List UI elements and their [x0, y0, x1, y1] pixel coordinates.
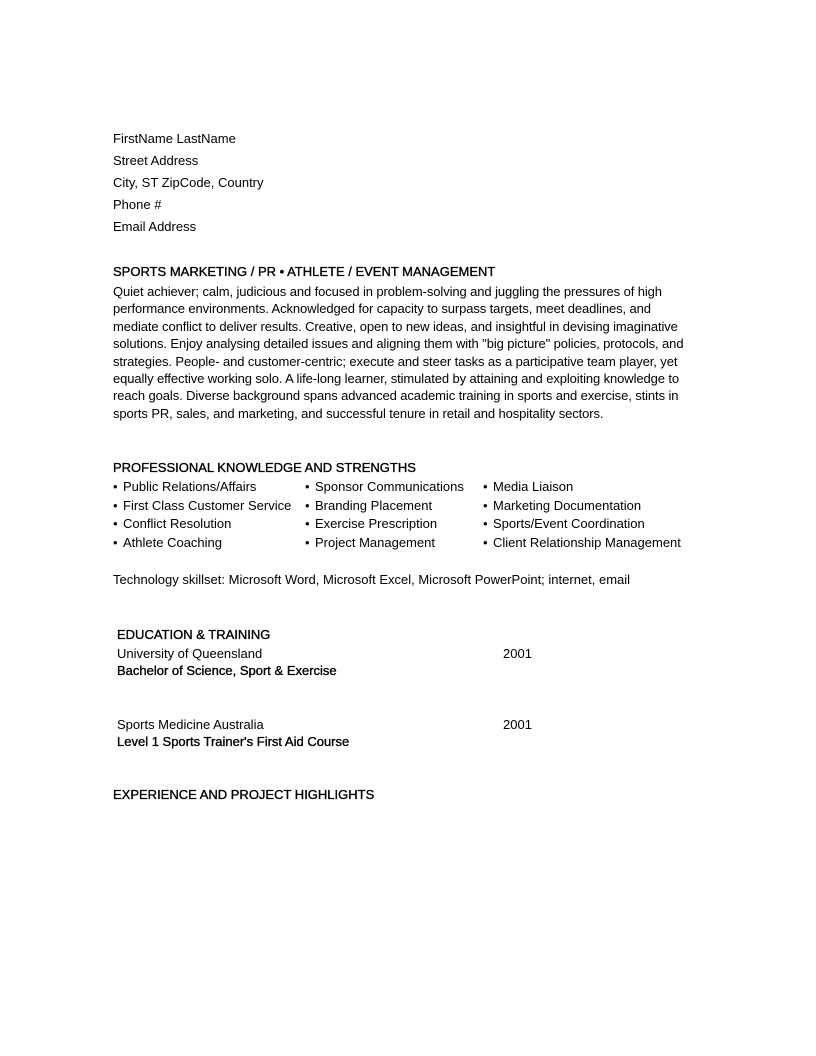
education-entry — [117, 716, 557, 750]
education-heading: EDUCATION & TRAINING — [117, 627, 271, 642]
skill-item: • Athlete Coaching — [113, 535, 223, 551]
education-degree: Bachelor of Science, Sport & Exercise — [117, 663, 337, 678]
education-degree: Level 1 Sports Trainer's First Aid Course — [117, 734, 350, 749]
skill-item: • Branding Placement — [305, 497, 433, 513]
skill-item: • Conflict Resolution — [113, 516, 232, 532]
skill-item: • Sponsor Communications — [305, 479, 464, 494]
skills-column-2 — [305, 478, 464, 553]
knowledge-heading: PROFESSIONAL KNOWLEDGE AND STRENGTHS — [113, 460, 416, 475]
contact-email: Email Address — [113, 219, 197, 234]
skill-item: • Public Relations/Affairs — [113, 479, 257, 494]
education-year: 2001 — [503, 646, 532, 661]
contact-street: Street Address — [113, 153, 199, 168]
skill-item: • Marketing Documentation — [483, 497, 642, 513]
education-school: Sports Medicine Australia — [117, 717, 264, 732]
experience-heading: EXPERIENCE AND PROJECT HIGHLIGHTS — [113, 787, 375, 802]
skill-item: • Sports/Event Coordination — [483, 516, 645, 532]
skills-column-1 — [113, 478, 291, 553]
skills-column-3 — [483, 478, 681, 553]
skill-item: • Client Relationship Management — [483, 535, 681, 551]
education-year: 2001 — [503, 717, 532, 732]
skills-list — [113, 478, 713, 558]
education-school: University of Queensland — [117, 646, 263, 661]
contact-block — [113, 128, 513, 238]
skill-item: • Exercise Prescription — [305, 516, 438, 532]
contact-city: City, ST ZipCode, Country — [113, 175, 264, 190]
profile-summary: Quiet achiever; calm, judicious and focused in problem-solving and juggling the pressures of high performance environments. Acknowledged for capacity to surpass targets, meet deadlines, and mediate conflict to deliver results. Creative, open to new ideas, and insightful in devising imaginative solutions. Enjoy analysing detailed issues and aligning them with "big picture" policies, protocols, and strategies. People- and customer-centric; execute and steer tasks as a participative team player, yet equally effective working solo. A life-long learner, stimulated by attaining and exploiting knowledge to reach goals. Diverse background spans advanced academic training in sports and exercise, stints in sports PR, sales, and marketing, and successful tenure in retail and hospitality sectors. — [113, 284, 684, 421]
headline-title: SPORTS MARKETING / PR • ATHLETE / EVENT MANAGEMENT — [113, 264, 496, 279]
skill-item: • Media Liaison — [483, 479, 574, 494]
contact-name: FirstName LastName — [113, 131, 236, 146]
skill-item: • First Class Customer Service — [113, 497, 292, 513]
contact-phone: Phone # — [113, 197, 162, 212]
skill-item: • Project Management — [305, 535, 435, 551]
technology-skillset: Technology skillset: Microsoft Word, Microsoft Excel, Microsoft PowerPoint; internet, email — [113, 572, 631, 587]
education-entry — [117, 645, 557, 679]
